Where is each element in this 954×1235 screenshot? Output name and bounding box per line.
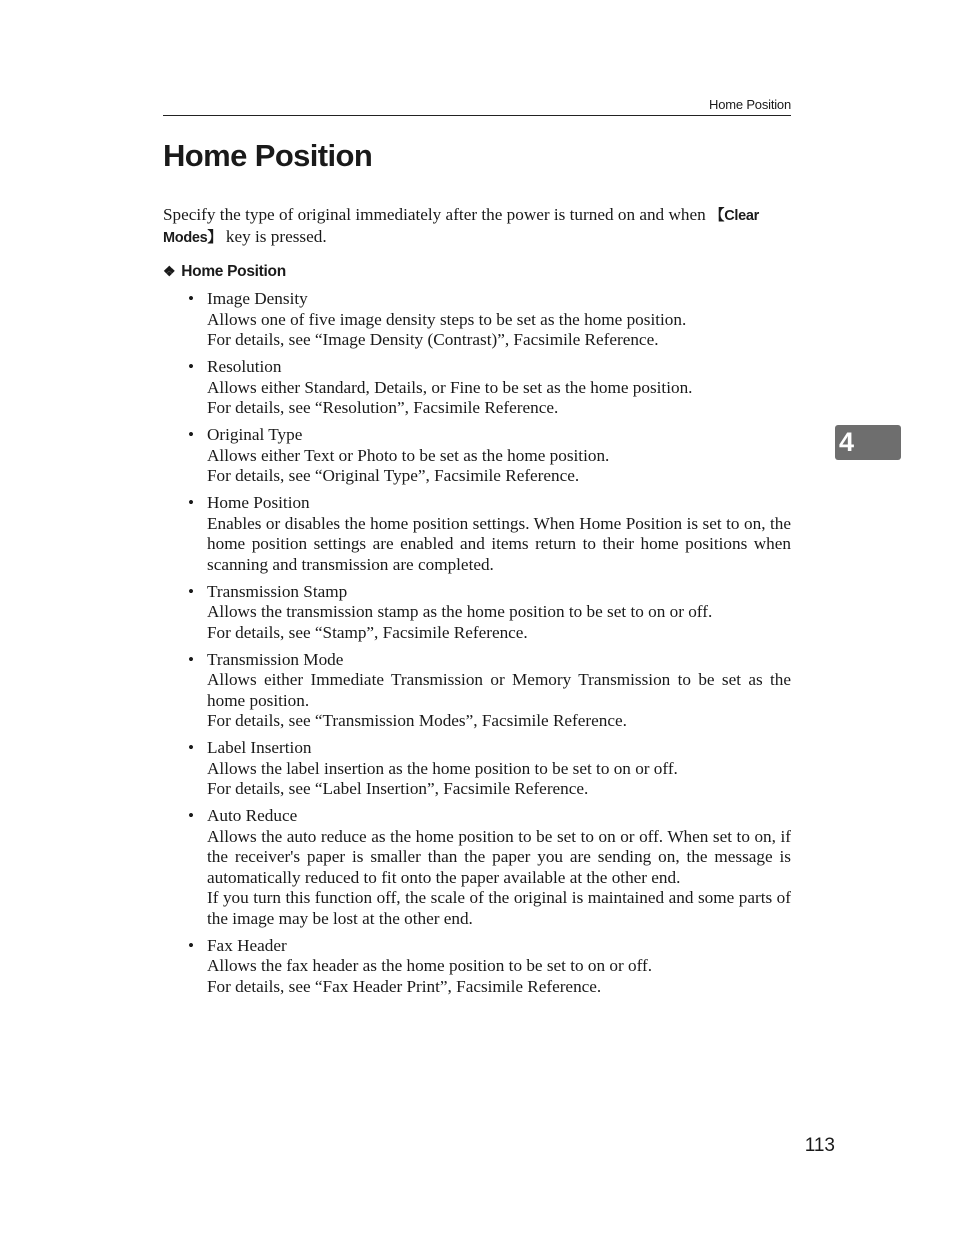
item-description: Allows the transmission stamp as the home position to be set to on or off. <box>207 602 713 621</box>
item-name: • Image Density <box>207 289 308 308</box>
page-number: 113 <box>804 1135 835 1156</box>
list-item <box>207 425 791 487</box>
item-name: • Original Type <box>207 425 303 444</box>
item-description: For details, see “Original Type”, Facsimile Reference. <box>207 466 580 485</box>
section-heading <box>163 261 286 282</box>
item-description: Allows either Text or Photo to be set as the home position. <box>207 445 610 465</box>
chapter-tab: 4 <box>835 425 901 460</box>
intro-text-after: key is pressed. <box>221 226 327 246</box>
list-item <box>207 738 791 800</box>
intro-text-before: Specify the type of original immediately after the power is turned on and when <box>163 205 710 224</box>
section-heading-text: Home Position <box>181 263 286 280</box>
item-name: • Transmission Mode <box>207 649 344 669</box>
item-name: • Home Position <box>207 493 310 512</box>
list-item <box>207 289 791 351</box>
item-name: • Fax Header <box>207 935 287 955</box>
list-item <box>207 493 791 575</box>
item-description: For details, see “Fax Header Print”, Facsimile Reference. <box>207 976 602 996</box>
diamond-icon: ❖ <box>163 263 176 279</box>
item-name: • Transmission Stamp <box>207 581 348 601</box>
item-description: For details, see “Stamp”, Facsimile Reference. <box>207 622 528 642</box>
item-name: • Label Insertion <box>207 738 312 757</box>
list-item <box>207 357 791 419</box>
item-description: Allows the auto reduce as the home position to be set to on or off. When set to on, if the receiver's paper is smaller than the paper you are sending on, the message is automatically reduced to fit onto the paper available at the other end. <box>207 826 791 887</box>
item-description: For details, see “Label Insertion”, Facsimile Reference. <box>207 779 589 798</box>
list-item <box>207 936 791 998</box>
item-description: Allows one of five image density steps to be set as the home position. <box>207 309 687 329</box>
item-description: If you turn this function off, the scale of the original is maintained and some parts of the image may be lost at the other end. <box>207 888 791 928</box>
settings-list <box>207 289 791 1004</box>
key-name: Clear Modes <box>163 208 759 246</box>
page-title: Home Position <box>163 138 373 173</box>
list-item <box>207 650 791 732</box>
item-description: For details, see “Transmission Modes”, Facsimile Reference. <box>207 711 627 730</box>
item-name: • Auto Reduce <box>207 806 298 825</box>
list-item <box>207 582 791 644</box>
list-item <box>207 806 791 929</box>
item-description: Allows the label insertion as the home position to be set to on or off. <box>207 758 678 778</box>
item-name: • Resolution <box>207 357 282 376</box>
key-bracket-close: 】 <box>207 229 222 246</box>
item-description: Allows either Immediate Transmission or Memory Transmission to be set as the home position. <box>207 670 791 710</box>
item-description: Allows either Standard, Details, or Fine to be set as the home position. <box>207 377 693 397</box>
item-description: For details, see “Resolution”, Facsimile Reference. <box>207 398 559 417</box>
item-description: Enables or disables the home position settings. When Home Position is set to on, the home position settings are enabled and items return to their home positions when scanning and transmission are completed. <box>207 513 791 574</box>
header-rule <box>163 115 791 116</box>
item-description: Allows the fax header as the home position to be set to on or off. <box>207 956 653 975</box>
running-header: Home Position <box>709 97 791 112</box>
intro-paragraph <box>163 205 791 248</box>
key-bracket-open: 【 <box>709 208 725 224</box>
item-description: For details, see “Image Density (Contrast)”, Facsimile Reference. <box>207 330 659 349</box>
